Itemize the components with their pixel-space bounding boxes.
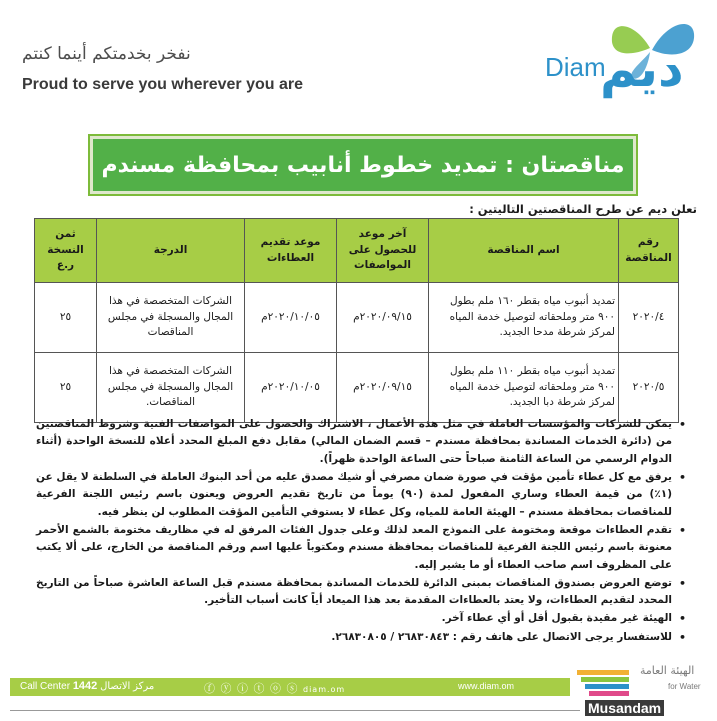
table-row: [35, 353, 679, 423]
authority-name-english: for Water: [668, 682, 701, 691]
page-title: مناقصتان : تمديد خطوط أنابيب بمحافظة مسندم: [101, 152, 625, 178]
logo-text-arabic: ديم: [600, 40, 684, 98]
conditions-list: [36, 416, 686, 647]
call-center-number: 1442: [72, 680, 98, 692]
cell-number: ٢٠٢٠/٥: [619, 353, 679, 423]
list-item: • يرفق مع كل عطاء تأمين مؤقت في صورة ضمان مصرفي أو شيك مصدق عليه من أحد البنوك العاملة في السلطنة لا يقل عن (١٪) من قيمة العطاء وساري المفعول لمدة (٩٠) يوماً من تاريخ تقديم العروض ويعنون باسم رئيس اللجنة الفرعية للمناقصات بمحافظة مسندم – الهيئة العامة للمياه، وكل عطاء لا يستوفي التأمين المؤقت المطلوب لن ينظر فيه.: [36, 469, 686, 521]
header-price: ثمن النسخة ر.ع: [35, 219, 97, 283]
watermark: Musandam: [585, 700, 664, 716]
intro-text: تعلن ديم عن طرح المناقصتين التاليتين :: [469, 202, 697, 216]
cell-name: تمديد أنبوب مياه بقطر ١١٠ ملم بطول ٩٠٠ متر وملحقاته لتوصيل خدمة المياه لمركز شرطة دبا الجديد.: [429, 353, 619, 423]
slogan-english: Proud to serve you wherever you are: [22, 76, 303, 93]
cell-submission-date: ٢٠٢٠/١٠/٠٥م: [245, 283, 337, 353]
table-row: [35, 283, 679, 353]
list-item: • الهيئة غير مقيدة بقبول أقل أو أي عطاء آخر.: [36, 610, 686, 627]
cell-price: ٢٥: [35, 353, 97, 423]
cell-grade: الشركات المتخصصة في هذا المجال والمسجلة في مجلس المناقصات: [97, 283, 245, 353]
header-name: اسم المناقصة: [429, 219, 619, 283]
cell-grade: الشركات المتخصصة في هذا المجال والمسجلة في مجلس المناقصات.: [97, 353, 245, 423]
list-item: • تقدم العطاءات موقعة ومختومة على النموذج المعد لذلك وعلى جدول الفئات المرفق له في مظاريف مختومة بالشمع الأحمر معنونة باسم رئيس اللجنة الفرعية للمناقصات بمحافظة مسندم ومكتوباً عليها اسم ورقم المناقصة من الخارج، على ألا يكتب على المظروف اسم صاحب العطاء أو ما يشير إليه.: [36, 522, 686, 574]
social-media: [204, 680, 345, 696]
cell-price: ٢٥: [35, 283, 97, 353]
call-center-arabic: مركز الاتصال: [100, 681, 155, 692]
call-center: [20, 680, 154, 692]
header-grade: الدرجة: [97, 219, 245, 283]
social-handle: diam.om: [302, 685, 346, 694]
cell-submission-date: ٢٠٢٠/١٠/٠٥م: [245, 353, 337, 423]
header-specs-deadline: آخر موعد للحصول على المواصفات: [337, 219, 429, 283]
divider: [10, 710, 580, 711]
list-item: • للاستفسار يرجى الاتصال على هاتف رقم : ٢٦٨٣٠٨٤٣ / ٢٦٨٣٠٨٠٥.: [36, 629, 686, 646]
cell-specs-deadline: ٢٠٢٠/٠٩/١٥م: [337, 283, 429, 353]
tenders-table: [34, 218, 679, 423]
title-bar: [93, 139, 633, 191]
cell-name: تمديد أنبوب مياه بقطر ١٦٠ ملم بطول ٩٠٠ متر وملحقاته لتوصيل خدمة المياه لمركز شرطة مدحا الجديد.: [429, 283, 619, 353]
title-banner: [88, 134, 638, 196]
cell-specs-deadline: ٢٠٢٠/٠٩/١٥م: [337, 353, 429, 423]
header-number: رقم المناقصة: [619, 219, 679, 283]
social-icons: ⓕ ⓨ ⓘ ⓣ ⓞ ⓢ: [204, 682, 299, 695]
list-item: • توضع العروض بصندوق المناقصات بمبنى الدائرة للخدمات المساندة بمحافظة مسندم قبل الساعة العاشرة صباحاً من التاريخ المحدد لتقديم العطاءات، ولا يعتد بالعطاءات المقدمة بعد هذا الميعاد أياً كانت أسباب التأخير.: [36, 575, 686, 610]
header-submission-date: موعد تقديم العطاءات: [245, 219, 337, 283]
authority-name-arabic: الهيئة العامة: [640, 664, 695, 677]
list-item: • يمكن للشركات والمؤسسات العاملة في مثل هذه الأعمال ، الاشتراك والحصول على المواصفات الفنية وشروط المناقصتين من (دائرة الخدمات المساندة بمحافظة مسندم – قسم الضمان المالي) مقابل دفع المبلغ المحدد أعلاه للنسخة الواحدة (أثناء الدوام الرسمي من الساعة الثامنة صباحاً حتى الساعة الواحدة ظهراً).: [36, 416, 686, 468]
table-header-row: [35, 219, 679, 283]
call-center-label: Call Center: [20, 681, 71, 692]
slogan-arabic: نفخر بخدمتكم أينما كنتم: [22, 44, 191, 64]
website-link: www.diam.om: [458, 681, 515, 691]
logo-text-english: Diam: [545, 52, 606, 82]
cell-number: ٢٠٢٠/٤: [619, 283, 679, 353]
